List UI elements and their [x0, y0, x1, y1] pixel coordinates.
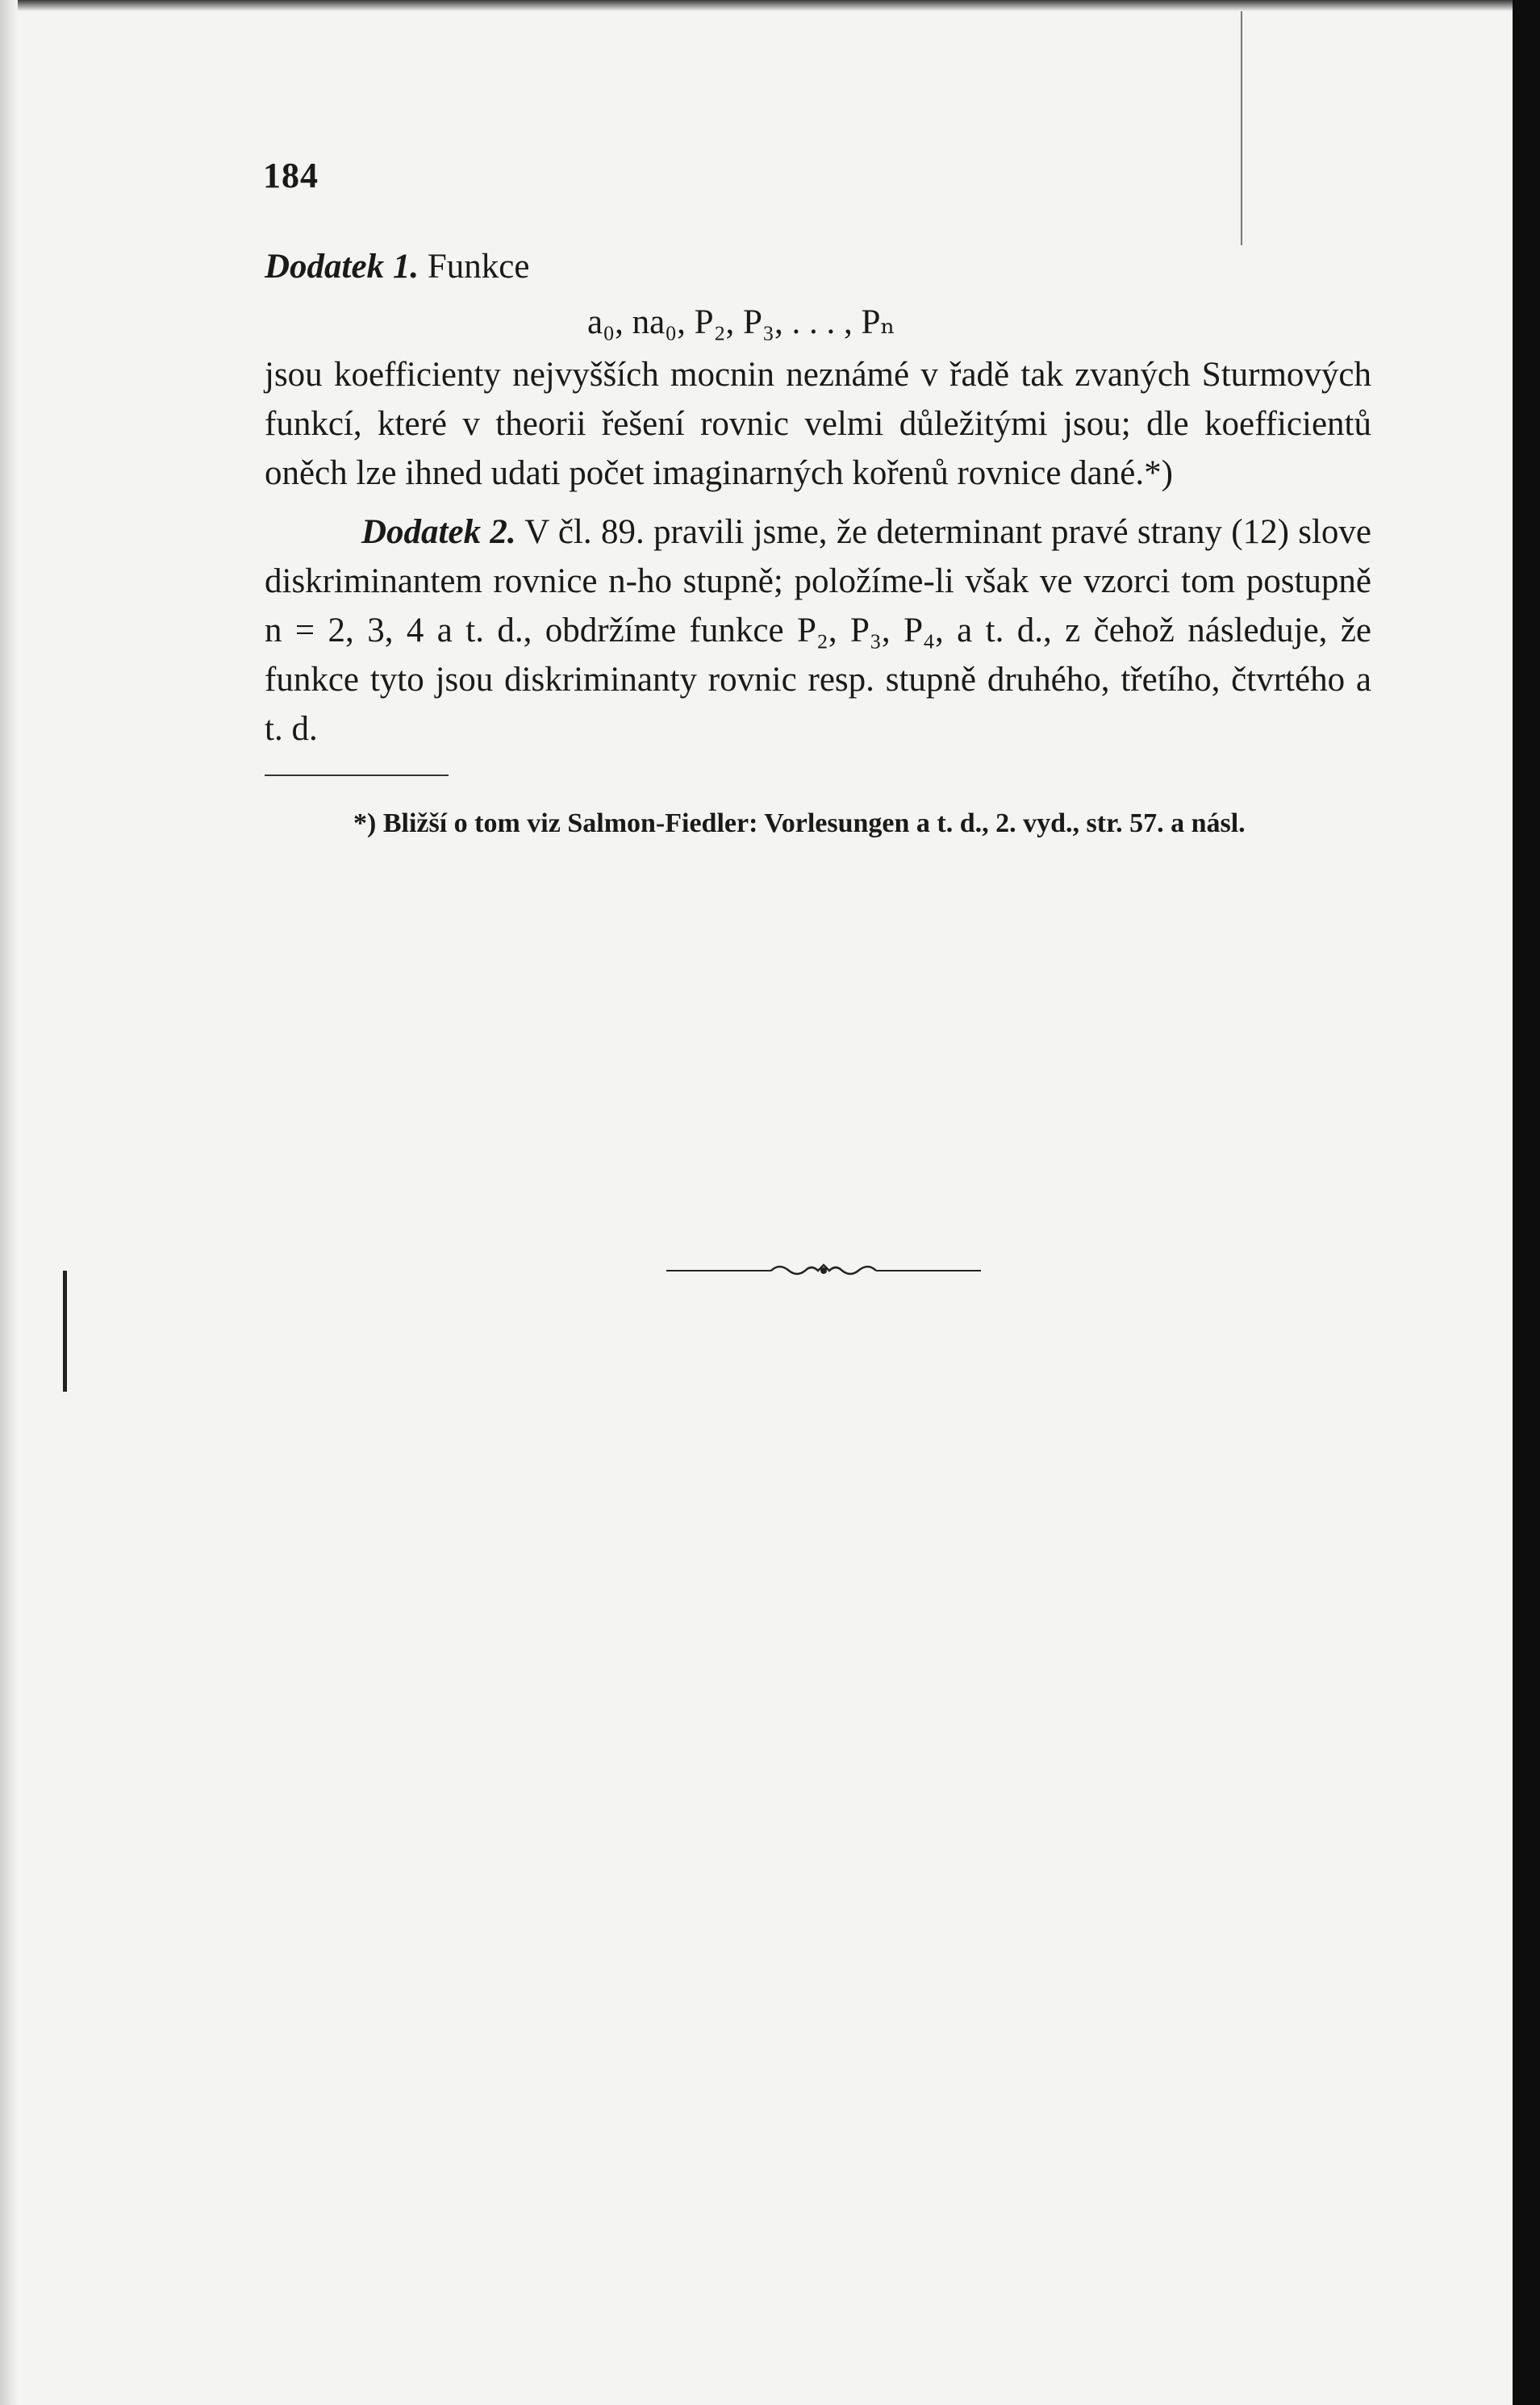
dodatek-1-text: jsou koefficienty nejvyšších mocnin neznámé v řadě tak zvaných Sturmových funkcí, které v theorii řešení rovnic velmi důležitými jsou; dle koefficientů oněch lze ihned udati počet imaginarných kořenů rovnice dané.*): [265, 356, 1371, 492]
footnote: *) Bližší o tom viz Salmon-Fiedler: Vorlesungen a t. d., 2. vyd., str. 57. a násl.: [353, 808, 1246, 838]
end-ornament: [666, 1259, 981, 1283]
dodatek-1-intro: Funkce: [427, 248, 530, 286]
margin-mark: [63, 1271, 67, 1392]
page-body: [265, 242, 1371, 844]
dodatek-2-paragraph: [265, 507, 1371, 754]
dodatek-2-head: Dodatek 2.: [361, 513, 516, 551]
dodatek-1-head: Dodatek 1.: [265, 248, 419, 286]
footnote-rule: [265, 775, 449, 776]
page-number: 184: [263, 156, 319, 195]
formula-line: a₀, na₀, P₂, P₃, . . . , Pₙ: [587, 303, 895, 341]
scan-edge-left: [0, 0, 18, 2405]
scan-edge-top: [0, 0, 1540, 11]
scan-edge-right: [1513, 0, 1540, 2405]
dodatek-1-heading-line: [265, 242, 1371, 291]
dodatek-2-text: V čl. 89. pravili jsme, že determinant pravé strany (12) slove diskriminantem rovnice n-ho stupně; položíme-li však ve vzorci tom postupně n = 2, 3, 4 a t. d., obdržíme funkce P₂, P₃, P₄, a t. d., z čehož následuje, že funkce tyto jsou diskriminanty rovnic resp. stupně druhého, třetího, čtvrtého a t. d.: [265, 513, 1372, 748]
fold-line: [1241, 11, 1242, 245]
